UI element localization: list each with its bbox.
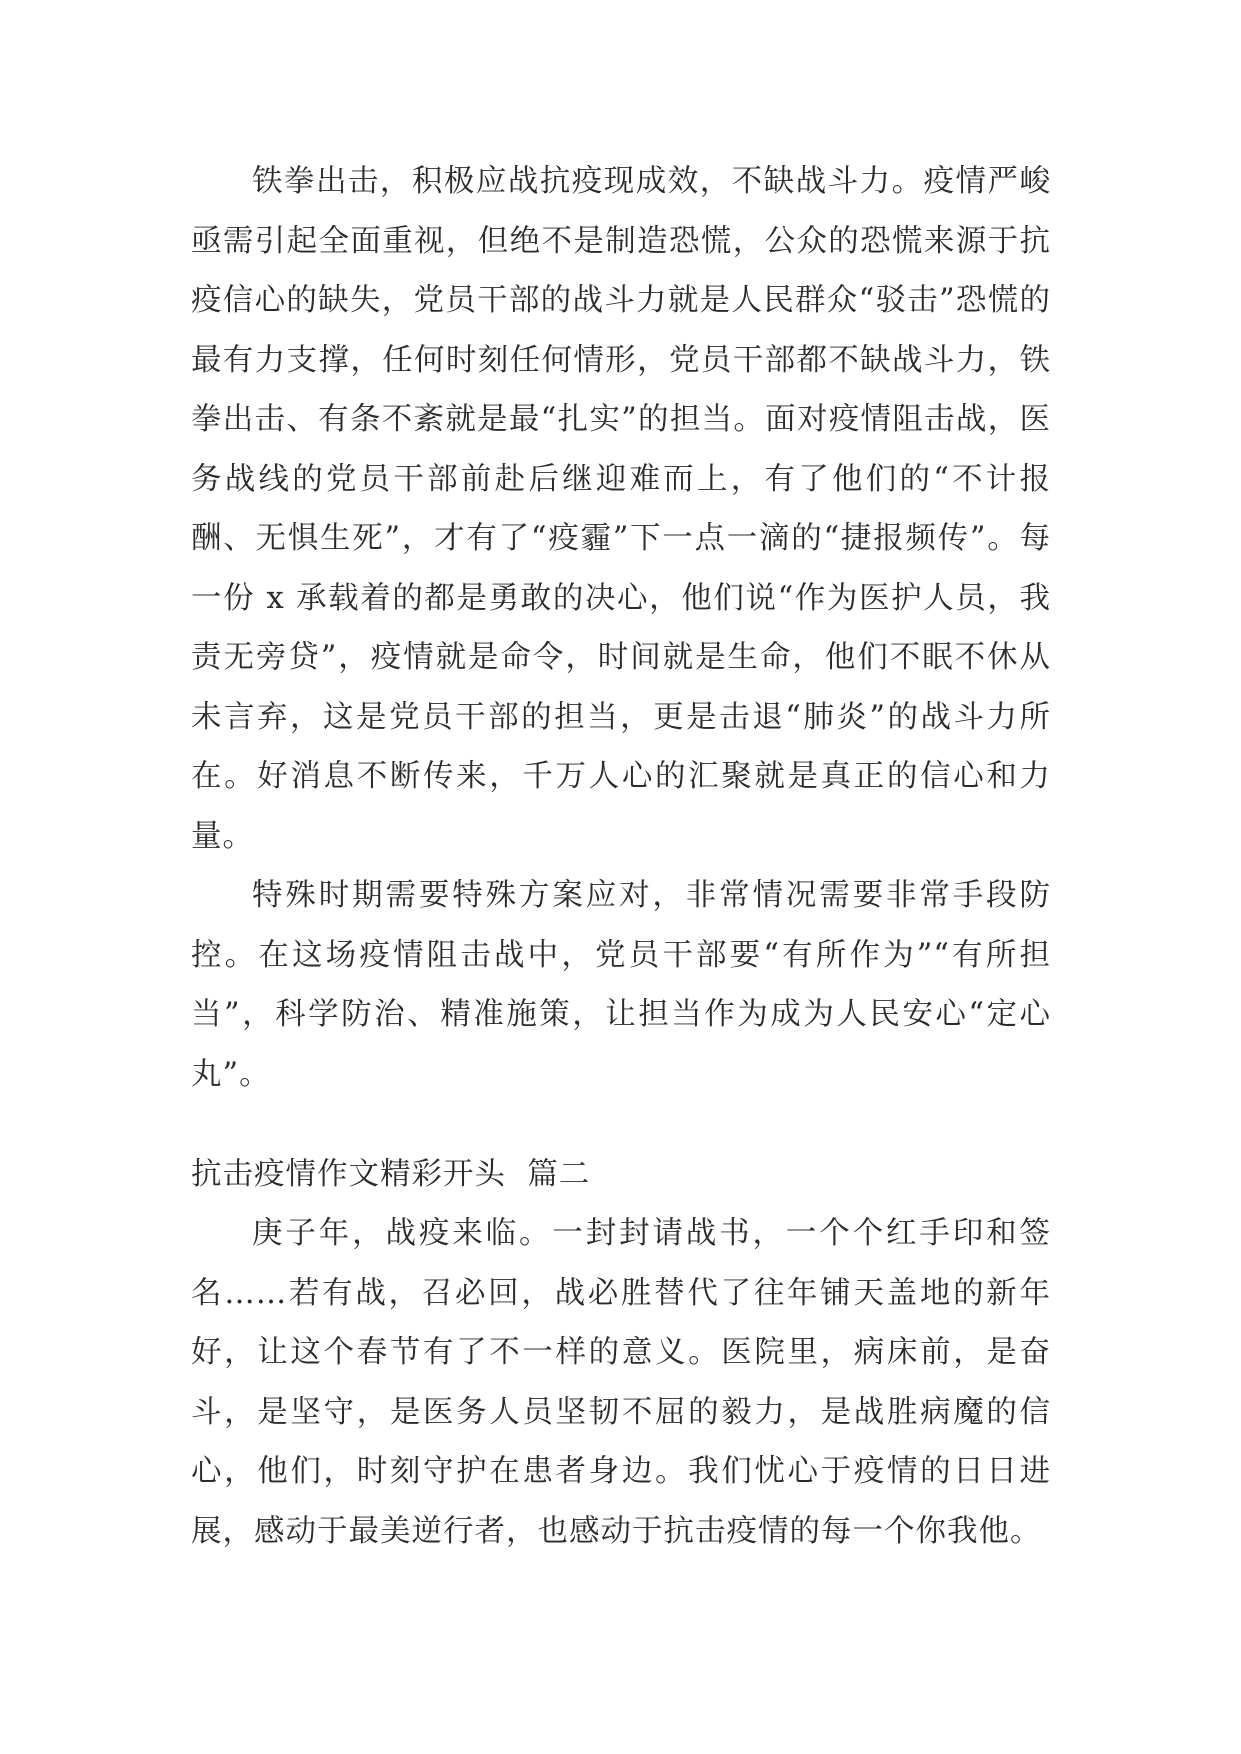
body-paragraph: 特殊时期需要特殊方案应对，非常情况需要非常手段防控。在这场疫情阻击战中，党员干部要“有所作为”“有所担当”，科学防治、精准施策，让担当作为成为人民安心“定心丸”。: [191, 878, 1051, 1092]
section-2-body: [191, 1204, 1051, 1561]
section-1-body: [191, 152, 1051, 1104]
body-paragraph: 铁拳出击，积极应战抗疫现成效，不缺战斗力。疫情严峻亟需引起全面重视，但绝不是制造恐慌，公众的恐慌来源于抗疫信心的缺失，党员干部的战斗力就是人民群众“驳击”恐慌的最有力支撑，任何时刻任何情形，党员干部都不缺战斗力，铁拳出击、有条不紊就是最“扎实”的担当。面对疫情阻击战，医务战线的党员干部前赴后继迎难而上，有了他们的“不计报酬、无惧生死”，才有了“疫霾”下一点一滴的“捷报频传”。每一份 x 承载着的都是勇敢的决心，他们说“作为医护人员，我责无旁贷”，疫情就是命令，时间就是生命，他们不眠不休从未言弃，这是党员干部的担当，更是击退“肺炎”的战斗力所在。好消息不断传来，千万人心的汇聚就是真正的信心和力量。: [191, 164, 1051, 854]
body-paragraph: 庚子年，战疫来临。一封封请战书，一个个红手印和签名……若有战，召必回，战必胜替代了往年铺天盖地的新年好，让这个春节有了不一样的意义。医院里，病床前，是奋斗，是坚守，是医务人员坚韧不屈的毅力，是战胜病魔的信心，他们，时刻守护在患者身边。我们忧心于疫情的日日进展，感动于最美逆行者，也感动于抗击疫情的每一个你我他。: [191, 1216, 1051, 1549]
section-heading: 抗击疫情作文精彩开头 篇二: [191, 1157, 591, 1192]
